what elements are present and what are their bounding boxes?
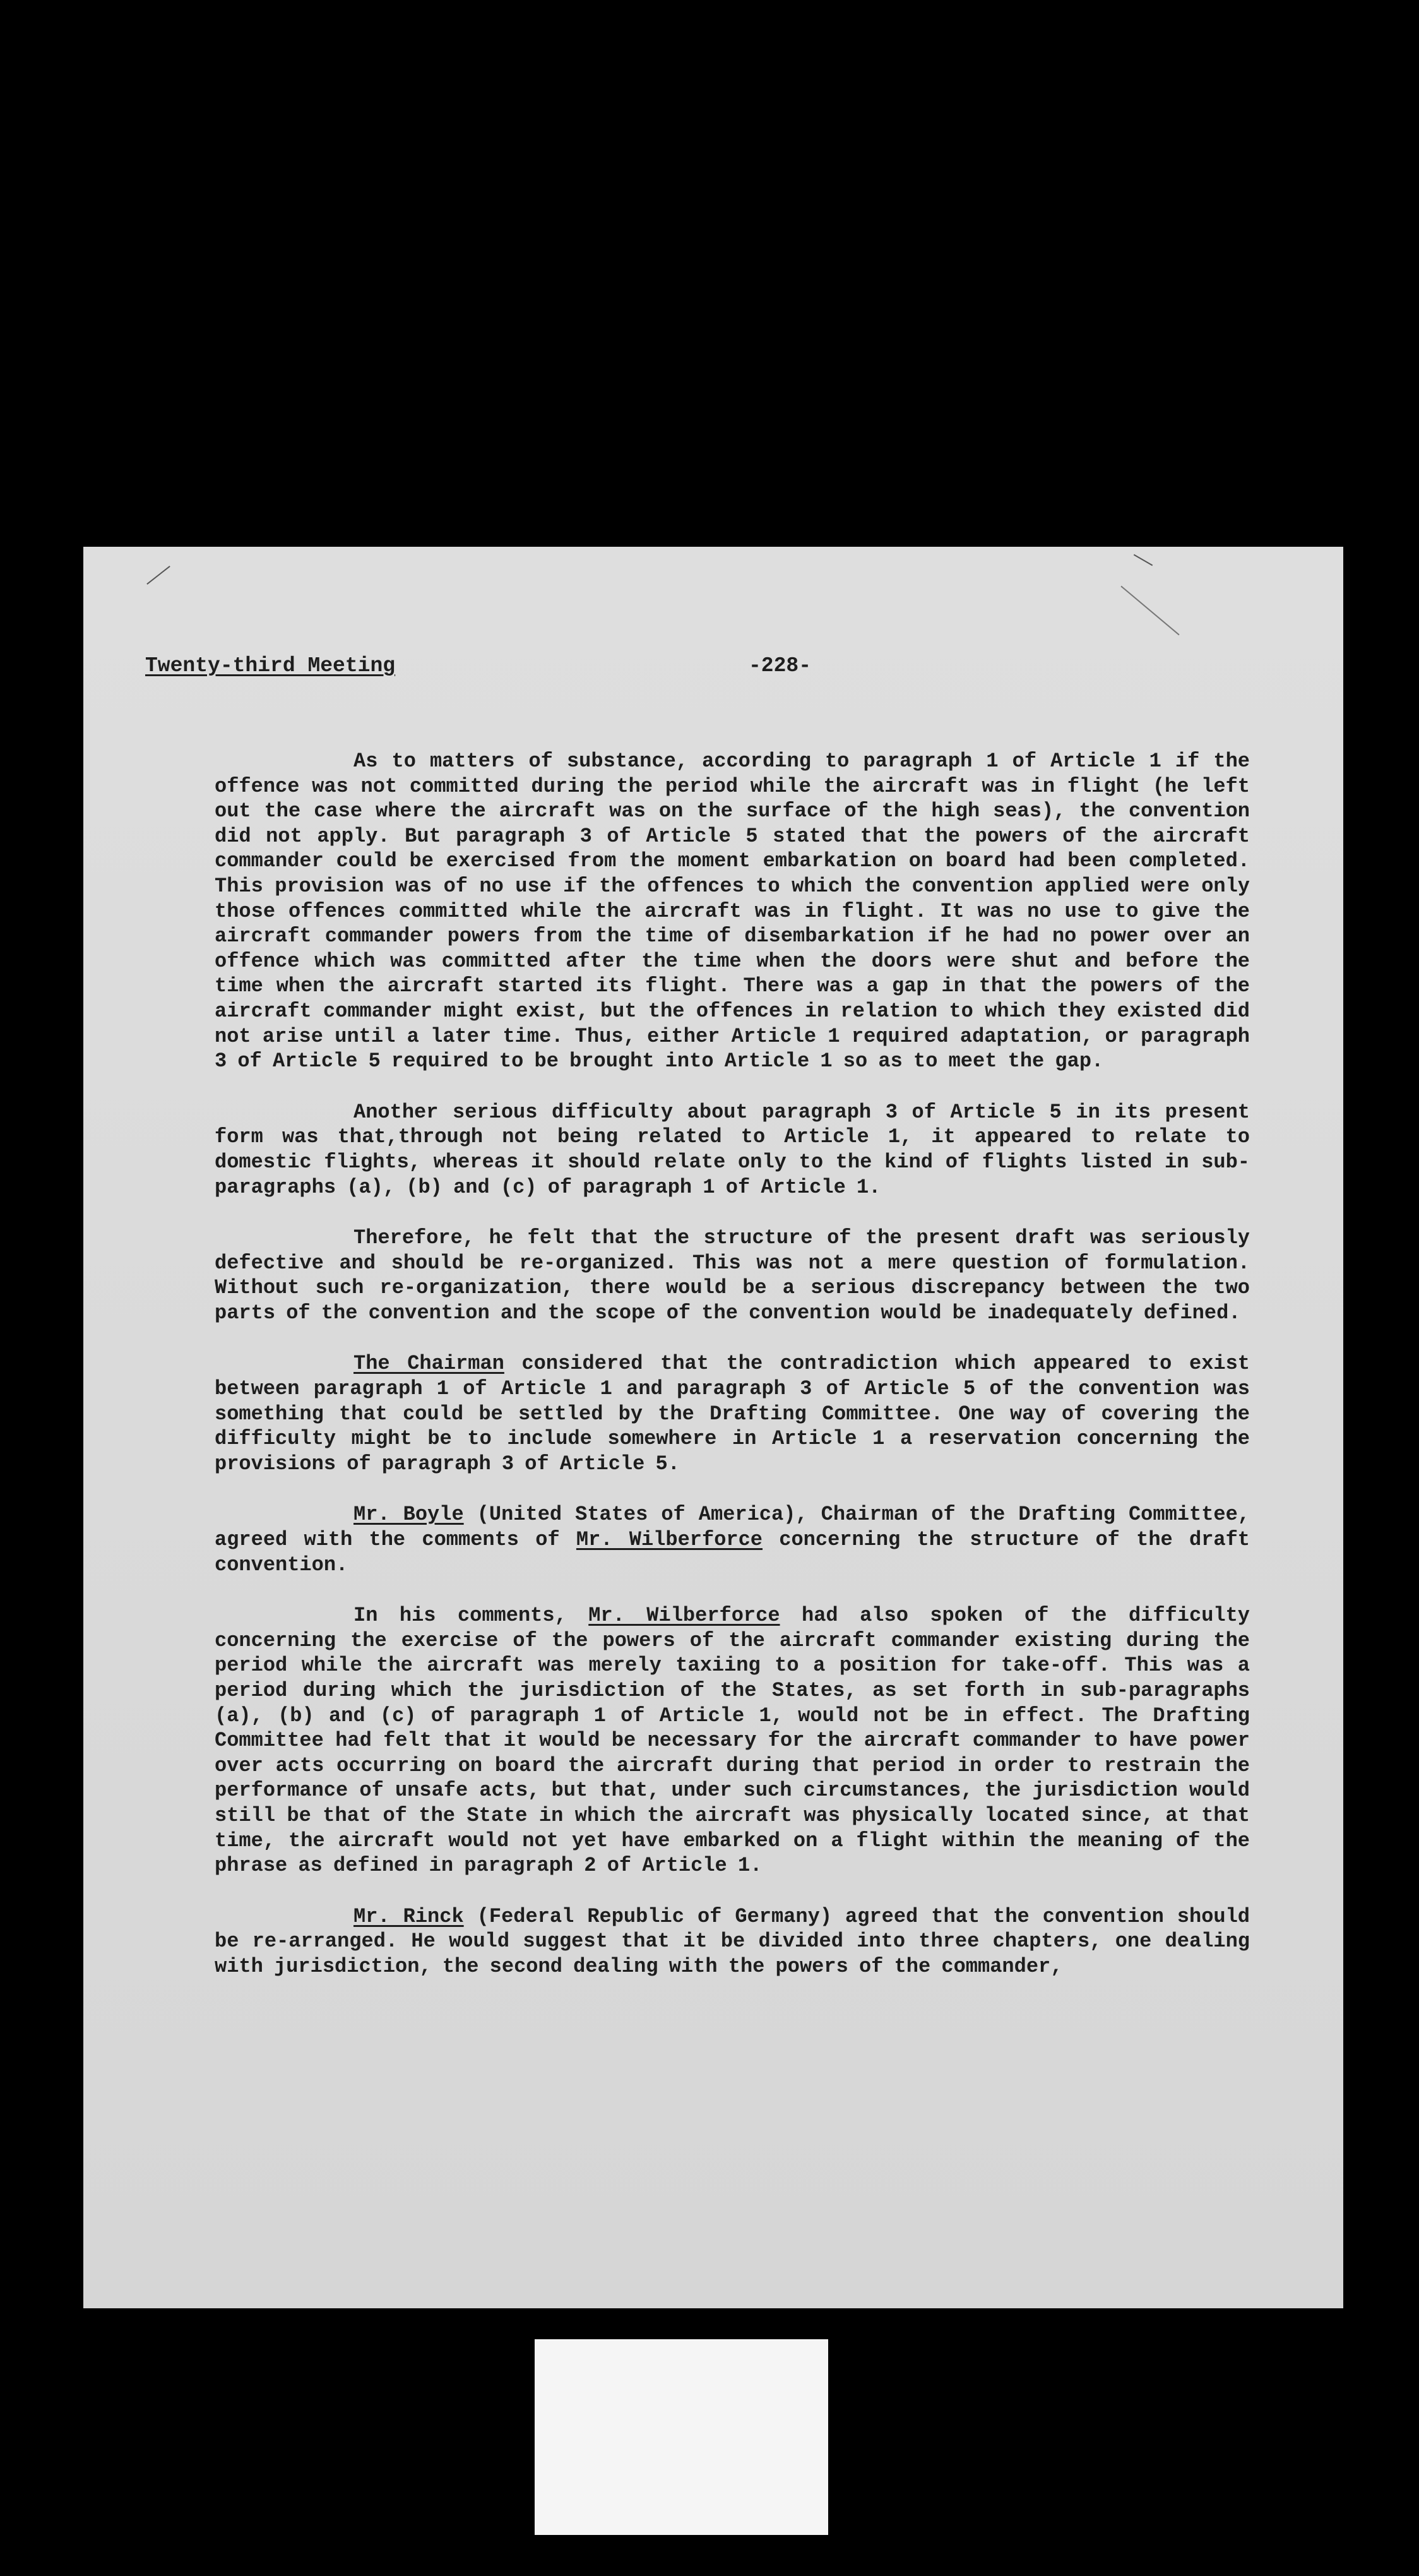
paragraph	[215, 1603, 1250, 1878]
paragraph-text: As to matters of substance, according to paragraph 1 of Article 1 if the offence was not committed during the period while the aircraft was in flight (he left out the case where the aircraft was on the surface of the high seas), the convention did not apply. But paragraph 3 of Article 5 stated that the powers of the aircraft commander could be exercised from the moment embarkation on board had been completed. This provision was of no use if the offences to which the convention applied were only those offences committed while the aircraft was in flight. It was no use to give the aircraft commander powers from the time of disembarkation if he had no power over an offence which was committed after the time when the doors were shut and before the time when the aircraft started its flight. There was a gap in that the powers of the aircraft commander might exist, but the offences in relation to which they existed did not arise until a later time. Thus, either Article 1 required adaptation, or paragraph 3 of Article 5 required to be brought into Article 1 so as to meet the gap.	[215, 749, 1250, 1073]
speaker-name: Mr. Boyle	[353, 1503, 464, 1527]
paragraph	[215, 1100, 1250, 1200]
paragraph	[215, 1904, 1250, 1979]
speaker-name: Mr. Wilberforce	[576, 1528, 763, 1552]
paragraph	[215, 749, 1250, 1074]
paragraph-text: (Federal Republic of Germany) agreed that the convention should be re-arranged. He would suggest that it be divided into three chapters, one dealing with jurisdiction, the second dealing with the powers of the commander,	[215, 1904, 1250, 1978]
paragraph-text: In his comments,	[353, 1604, 589, 1628]
paragraph	[215, 1351, 1250, 1476]
meeting-title: Twenty-third Meeting	[145, 654, 396, 677]
scan-mark	[1120, 586, 1179, 636]
paragraph-text: concerning the structure of the draft convention.	[215, 1528, 1250, 1577]
speaker-name: The Chairman	[353, 1352, 504, 1376]
paragraph-text: Another serious difficulty about paragraph 3 of Article 5 in its present form was that,through not being related to Article 1, it appeared to relate to domestic flights, whereas it should relate only to the kind of flights listed in sub-paragraphs (a), (b) and (c) of paragraph 1 of Article 1.	[215, 1100, 1250, 1199]
paragraph	[215, 1225, 1250, 1325]
page-number: -228-	[749, 654, 812, 677]
paragraph	[215, 1502, 1250, 1577]
paragraph-text: (United States of America), Chairman of the Drafting Committee, agreed with the comments of	[215, 1503, 1250, 1552]
paragraph-text: had also spoken of the difficulty concerning the exercise of the powers of the aircraft commander existing during the period while the aircraft was merely taxiing to a position for take-off. This was a period during which the jurisdiction of the States, as set forth in sub-paragraphs (a), (b) and (c) of paragraph 1 of Article 1, would not be in effect. The Drafting Committee had felt that it would be necessary for the aircraft commander to have power over acts occurring on board the aircraft during that period in order to restrain the performance of unsafe acts, but that, under such circumstances, the jurisdiction would still be that of the State in which the aircraft was physically located since, at that time, the aircraft would not yet have embarked on a flight within the meaning of the phrase as defined in paragraph 2 of Article 1.	[215, 1604, 1250, 1878]
page-header	[145, 654, 1280, 692]
scan-mark	[1134, 554, 1153, 566]
speaker-name: Mr. Rinck	[353, 1904, 464, 1928]
document-page	[83, 547, 1343, 2308]
paragraph-text: Therefore, he felt that the structure of the present draft was seriously defective and should be re-organized. This was not a mere question of formulation. Without such re-organization, there would be a serious discrepancy between the two parts of the convention and the scope of the convention would be inadequately defined.	[215, 1226, 1250, 1325]
speaker-name: Mr. Wilberforce	[588, 1604, 780, 1628]
blank-card	[535, 2339, 828, 2535]
paragraph-text: considered that the contradiction which appeared to exist between paragraph 1 of Article 1 and paragraph 3 of Article 5 of the convention was something that could be settled by the Drafting Committee. One way of covering the difficulty might be to include somewhere in Article 1 a reservation concerning the provisions of paragraph 3 of Article 5.	[215, 1352, 1250, 1476]
document-body	[215, 749, 1250, 1979]
scan-mark	[146, 566, 170, 585]
